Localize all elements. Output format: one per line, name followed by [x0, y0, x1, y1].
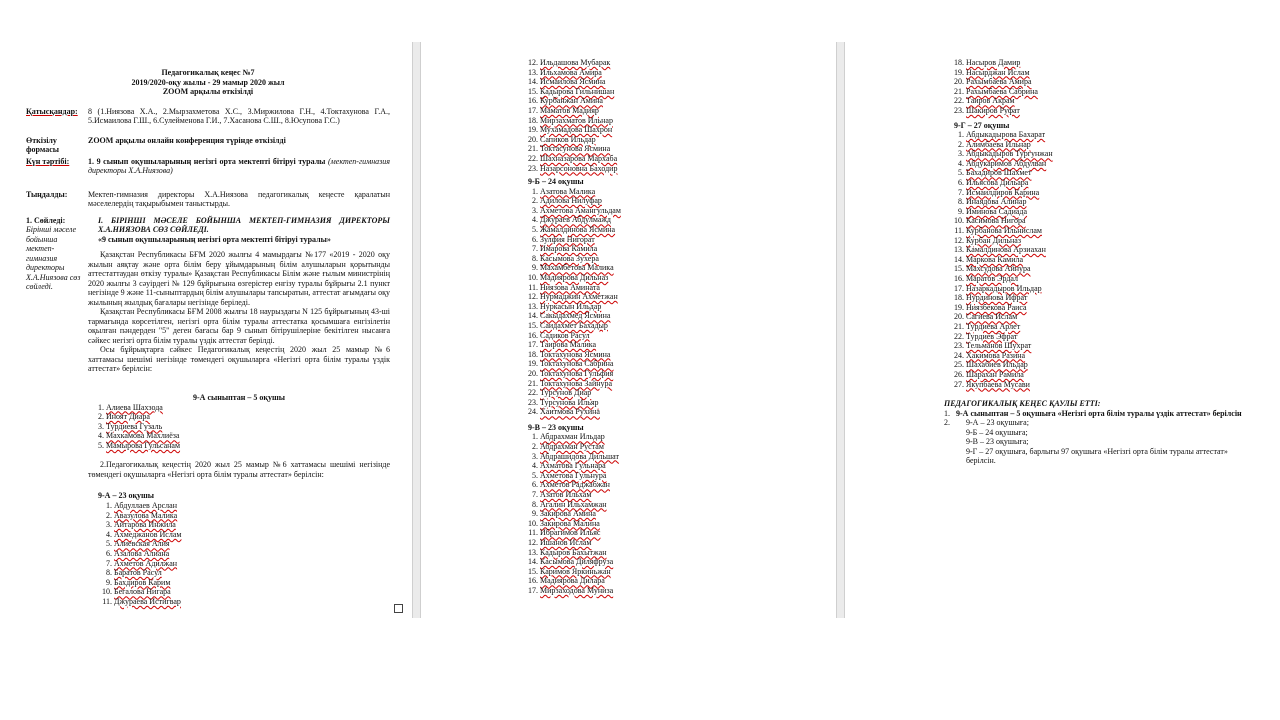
list-item	[540, 77, 818, 87]
student-name: Садиков Расул	[540, 330, 590, 340]
list-item	[540, 548, 818, 558]
student-name: Насыров Дамир	[966, 58, 1021, 67]
student-name: Маматов Мадияр	[540, 105, 599, 115]
student-name: Авазулова Малика	[114, 510, 178, 520]
list-item	[540, 196, 818, 206]
student-name: Бахадиров Шахмет	[966, 168, 1032, 178]
speech-subtitle: «9 сынып оқушыларының негізгі орта мектепті бітіруі туралы»	[98, 234, 331, 244]
list-item	[540, 490, 818, 500]
checkbox-icon[interactable]	[394, 604, 403, 613]
honors-9a-list	[88, 403, 390, 451]
list-item	[540, 58, 818, 68]
list-item	[966, 332, 1244, 342]
student-name: Айтарова Инжила	[114, 520, 176, 530]
list-item	[106, 422, 390, 432]
student-name: Мирзахматов Ильнар	[540, 115, 613, 125]
list-item	[540, 225, 818, 235]
list-item	[114, 578, 390, 588]
list-item	[966, 96, 1244, 106]
speech-label: 1. Сөйледі:	[26, 215, 66, 225]
student-name: Шахназарова Мархаба	[540, 153, 618, 163]
list-item	[540, 215, 818, 225]
list-item	[540, 359, 818, 369]
list-item	[540, 340, 818, 350]
decision-item-1-text: 9-А сыныптан – 5 оқушыға «Негізгі орта білім туралы үздік аттестат» берілсін	[956, 408, 1242, 418]
class-9v-list	[518, 432, 818, 595]
student-name: Шахабиев Ильдар	[966, 360, 1028, 370]
list-item	[114, 549, 390, 559]
class-9a-list	[88, 501, 390, 607]
list-item	[540, 292, 818, 302]
list-item	[966, 106, 1244, 116]
present-label: Қатысқандар:	[26, 106, 78, 116]
decision-number-2: 2.	[944, 418, 950, 428]
list-item	[540, 480, 818, 490]
list-item	[540, 164, 818, 174]
list-item	[114, 587, 390, 597]
student-name: Мадиярова Дильназ	[540, 272, 609, 282]
speech-row	[26, 216, 390, 374]
list-item	[966, 264, 1244, 274]
decision-line: 9-Б – 24 оқушыға;	[966, 427, 1028, 437]
list-item	[966, 159, 1244, 169]
list-item	[966, 68, 1244, 78]
student-name: Токтахунова Зайнура	[540, 378, 613, 388]
list-item	[966, 197, 1244, 207]
student-name: Шакиров Руфат	[966, 105, 1020, 115]
speech-label-wrap	[26, 216, 88, 374]
student-name: Азатова Малика	[540, 186, 596, 196]
student-name: Курбанова Ильнислам	[966, 226, 1042, 235]
paragraph-2: Қазақстан Республикасы БҒМ 2008 жылғы 18 наурыздағы N 125 бұйрығының 43-ші тармағында көрсетілген, негізгі орта білім туралы аттестатка қосымшаға енгізілетін оқылған пәндерден "5" деген бағасы бар 9 сынып бітірушілеріне бекітілген нысанға сәйкес негізгі орта білім туралы үздік аттестат берілді.	[88, 307, 390, 345]
page-separator-1	[412, 42, 421, 618]
list-item	[540, 442, 818, 452]
listened-row	[26, 190, 390, 209]
student-name: Ильдашова Мубарак	[540, 58, 611, 67]
list-item	[540, 407, 818, 417]
student-name: Саидахмет Бахадыр	[540, 320, 608, 330]
student-name: Абдукаримов Абдулван	[966, 158, 1047, 168]
speech-note: Бірінші мәселе бойынша мектеп-гимназия директоры Х.А.Ниязова сөз сөйледі.	[26, 225, 81, 291]
student-name: Ахметова Амангульдам	[540, 205, 621, 215]
decision-line: 9-А – 23 оқушыға;	[966, 418, 1029, 428]
student-name: Ниязбекова Раиса	[966, 302, 1027, 312]
student-name: Рахымбаева Амира	[966, 77, 1032, 87]
list-item	[114, 511, 390, 521]
list-item	[966, 312, 1244, 322]
list-item	[540, 311, 818, 321]
student-name: Зулфия Нигорат	[540, 234, 595, 244]
student-name: Махсудова Айнура	[966, 264, 1031, 274]
student-name: Шарахан Рамила	[966, 369, 1024, 379]
student-name: Хаитмова Рухина	[540, 407, 600, 417]
student-name: Кадыров Бахытжан	[540, 547, 607, 557]
list-item	[966, 274, 1244, 284]
student-name: Сагиева Ислам	[966, 312, 1018, 322]
student-name: Якупбаева Мусави	[966, 379, 1030, 389]
list-item	[114, 530, 390, 540]
student-name: Абдуллаев Арслан	[114, 500, 177, 510]
list-item	[966, 255, 1244, 265]
student-name: Мирзаходова Муниза	[540, 585, 614, 595]
list-item	[540, 302, 818, 312]
list-item	[540, 321, 818, 331]
student-name: Алиева Шахзода	[106, 402, 163, 412]
list-item	[540, 68, 818, 78]
page-2	[518, 58, 818, 595]
student-name: Нуркасын Ильдар	[540, 301, 602, 311]
student-name: Абдыкадыров Тургунжан	[966, 149, 1053, 159]
student-name: Тельманов Шухрат	[966, 341, 1032, 351]
student-name: Турсунова Ильяр	[540, 397, 599, 407]
header-line-2: 2019/2020-оқу жылы - 29 мамыр 2020 жыл	[131, 77, 285, 87]
student-name: Каримов Яркиньжан	[540, 566, 611, 576]
list-item	[966, 87, 1244, 97]
student-name: Камалдинова Арзиахан	[966, 245, 1046, 255]
student-name: Сапиков Ильдар	[540, 134, 596, 144]
list-item	[540, 379, 818, 389]
student-name: Ишанов Ислам	[540, 537, 592, 547]
decision-line: 9-Г – 27 оқушыға, барлығы 97 оқушыға «Негізгі орта білім туралы аттестат» берілсін.	[966, 446, 1228, 466]
list-item	[540, 125, 818, 135]
student-name: Ахметов Адилжан	[114, 558, 178, 568]
list-item	[540, 96, 818, 106]
student-name: Нурдинова Ифрат	[966, 293, 1028, 303]
list-item	[114, 539, 390, 549]
list-item	[540, 254, 818, 264]
student-name: Сакыдахмед Ясмина	[540, 311, 611, 321]
list-item	[966, 236, 1244, 246]
list-item	[540, 586, 818, 596]
class-9v-title: 9-В – 23 оқушы	[528, 422, 584, 432]
list-item	[966, 149, 1244, 159]
list-item	[540, 471, 818, 481]
form-row	[26, 136, 390, 155]
class-9a-list-continued	[518, 58, 818, 173]
student-name: Алимбаева Ильнар	[966, 139, 1031, 149]
list-item	[540, 388, 818, 398]
list-item	[106, 441, 390, 451]
list-item	[540, 135, 818, 145]
list-item	[540, 350, 818, 360]
student-name: Турдиев Эфрат	[966, 331, 1018, 341]
student-name: Токтасунова Ясмина	[540, 144, 611, 154]
list-item	[966, 380, 1244, 390]
list-item	[540, 106, 818, 116]
form-label: Өткізілу формасы	[26, 135, 60, 154]
list-item	[966, 351, 1244, 361]
student-name: Баратов Расул	[114, 568, 162, 578]
list-item	[966, 322, 1244, 332]
list-item	[540, 144, 818, 154]
agenda-value: 1. 9 сынып оқушыларының негізгі орта мектепті бітіруі туралы	[88, 156, 326, 166]
agenda-row	[26, 157, 390, 176]
student-name: Махамбетова Малика	[540, 263, 614, 273]
present-row	[26, 107, 390, 126]
class-9b-title: 9-Б – 24 оқушы	[528, 177, 584, 187]
list-item	[540, 187, 818, 197]
list-item	[540, 567, 818, 577]
student-name: Ильясова Дильара	[966, 178, 1029, 188]
class-9g-list	[944, 130, 1244, 389]
student-name: Назаркадыров Ильдар	[966, 283, 1042, 293]
list-item	[540, 206, 818, 216]
decision-number-1: 1.	[944, 408, 950, 418]
list-item	[966, 77, 1244, 87]
list-item	[966, 188, 1244, 198]
class-9a-title: 9-А – 23 оқушы	[98, 491, 155, 501]
student-name: Таирова Малика	[540, 340, 597, 350]
student-name: Ахмеджанов Ислам	[114, 529, 182, 539]
student-name: Токтахунова Сабрина	[540, 359, 614, 369]
listened-value: Мектеп-гимназия директоры Х.А.Ниязова педагогикалық кеңесте қаралатын мәселелердің тақырыбымен таныстырды.	[88, 189, 390, 208]
student-name: Адилова Нилуфар	[540, 196, 602, 206]
list-item	[540, 331, 818, 341]
student-name: Ахметов Раджабжан	[540, 480, 610, 490]
list-item	[540, 509, 818, 519]
decision-item-2	[944, 418, 1244, 466]
list-item	[540, 116, 818, 126]
student-name: Закирова Амина	[540, 509, 596, 519]
student-name: Рахымбаева Сабрина	[966, 86, 1038, 96]
list-item	[540, 263, 818, 273]
student-name: Касымова Зухера	[540, 253, 599, 263]
student-name: Иноят Диара	[106, 412, 150, 422]
list-item	[540, 557, 818, 567]
list-item	[106, 412, 390, 422]
student-name: Исмаилдиров Карина	[966, 187, 1040, 197]
student-name: Кадырова Гильнишан	[540, 86, 615, 96]
list-item	[966, 245, 1244, 255]
list-item	[540, 244, 818, 254]
class-9b-list	[518, 187, 818, 417]
list-item	[114, 559, 390, 569]
list-item	[114, 501, 390, 511]
list-item	[540, 500, 818, 510]
student-name: Ибрагимов Ильяс	[540, 528, 601, 538]
student-name: Ахматова Гульнара	[540, 461, 606, 471]
page-separator-2	[836, 42, 845, 618]
paragraph-1: Қазақстан Республикасы БҒМ 2020 жылғы 4 мамырдағы №177 «2019 - 2020 оқу жылын аяқтау және орта білім беру ұйымдарының білім алушыларын қорытынды аттестаттаудан өткізу туралы» Қазақстан Республикасы Білім және ғылым министрінің 2020 жылғы 3 сәуірдегі № 129 бұйрығына өзгерістер енгізу туралы бұйрығы 2.1 пункт негізінде 9 және 11-сыныптардың білім алушылары тапсыратын, аттестат ағымдағы оқу жылының жылдық бағалары негізінде беріледі.	[88, 250, 390, 307]
list-item	[966, 284, 1244, 294]
list-item	[966, 370, 1244, 380]
present-value: 8 (1.Ниязова Х.А., 2.Мырзахметова Х.С., 3.Миржилова Г.Н., 4.Токтахунова Г.А., 5.Исмаилова Г.Ш., 6.Сулейменова Г.И., 7.Хасанова С.Ш., 8.Юсупова Г.С.)	[88, 106, 390, 125]
student-name: Джураев Абдулмажд	[540, 215, 611, 225]
student-name: Мухамадова Шахрон	[540, 125, 613, 135]
list-item	[540, 528, 818, 538]
form-value: ZOOM арқылы онлайн конференция түрінде өткізілді	[88, 135, 286, 145]
page-1	[26, 68, 390, 374]
student-name: Касымова Диляфруза	[540, 557, 614, 567]
student-name: Абдрахман Рустам	[540, 441, 604, 451]
student-name: Иминова Садиада	[966, 206, 1028, 216]
list-item	[966, 168, 1244, 178]
student-name: Насырджан Ислам	[966, 67, 1030, 77]
list-item	[106, 403, 390, 413]
student-name: Ильхамова Амира	[540, 67, 602, 77]
list-item	[540, 154, 818, 164]
speech-body	[88, 216, 390, 374]
list-item	[966, 341, 1244, 351]
header-line-3: ZOOM арқылы өткізілді	[162, 87, 254, 96]
student-name: Махкамова Махлиёза	[106, 431, 180, 441]
page-1-lower	[88, 390, 390, 607]
list-item	[966, 303, 1244, 313]
student-name: Маратов Эрдал	[966, 273, 1019, 283]
student-name: Таиров Акрам	[966, 96, 1015, 106]
list-item	[540, 432, 818, 442]
student-name: Турсунов Диар	[540, 388, 592, 398]
list-item	[540, 398, 818, 408]
student-name: Курбанжан Амина	[540, 96, 603, 106]
honors-9a-title: 9-А сыныптан – 5 оқушы	[193, 393, 285, 402]
listened-label: Тыңдалды:	[26, 189, 68, 199]
header-line-1: Педагогикалық кеңес №7	[161, 68, 255, 77]
student-name: Токтахунова Гульфия	[540, 368, 614, 378]
student-name: Абдыкадырова Бахарат	[966, 130, 1046, 140]
student-name: Хакимова Разина	[966, 350, 1026, 360]
student-name: Маркова Камила	[966, 254, 1024, 264]
student-name: Абдрахман Ильдар	[540, 432, 605, 442]
agenda-value-wrap	[88, 157, 390, 176]
list-item	[540, 576, 818, 586]
student-name: Закирова Малина	[540, 518, 600, 528]
student-name: Агалин Ильхамжан	[540, 499, 607, 509]
decision-item-1	[944, 409, 1244, 419]
list-item	[106, 431, 390, 441]
list-item	[540, 369, 818, 379]
student-name: Азалова Алиана	[114, 548, 170, 558]
list-item	[540, 519, 818, 529]
list-item	[114, 597, 390, 607]
student-name: Инаядова Алинар	[966, 197, 1027, 207]
list-item	[114, 568, 390, 578]
list-item	[966, 58, 1244, 68]
list-item	[966, 293, 1244, 303]
student-name: Курбан Дильназ	[966, 235, 1022, 245]
list-item	[540, 283, 818, 293]
student-name: Джураева Истигвар	[114, 596, 181, 606]
page-3	[944, 58, 1244, 466]
agenda-label: Күн тәртібі:	[26, 156, 70, 166]
student-name: Исмаилова Ясмина	[540, 77, 606, 87]
list-item	[540, 461, 818, 471]
student-name: Назарсоновна Баходир	[540, 163, 618, 173]
student-name: Абдрашидова Дильшат	[540, 451, 619, 461]
list-item	[966, 216, 1244, 226]
student-name: Токтахунова Ясмина	[540, 349, 611, 359]
list-item	[114, 520, 390, 530]
list-item	[966, 130, 1244, 140]
paragraph-4: 2.Педагогикалық кеңестің 2020 жыл 25 мамыр №6 хаттамасы шешімі негізінде төмендегі оқушыларға «Негізгі орта білім туралы аттестат» берілсін:	[88, 460, 390, 479]
agenda-note: (мектеп-гимназия директоры Х.А.Ниязова)	[88, 156, 390, 175]
class-9v-list-continued	[944, 58, 1244, 116]
speech-title: І. БІРІНШІ МӘСЕЛЕ БОЙЫНША МЕКТЕП-ГИМНАЗИЯ ДИРЕКТОРЫ Х.А.НИЯЗОВА СӨЗ СӨЙЛЕДІ.	[98, 215, 390, 234]
student-name: Бегалова Нигара	[114, 587, 171, 597]
student-name: Ниязова Амината	[540, 282, 600, 292]
student-name: Мамырова Гульсанам	[106, 440, 181, 450]
list-item	[540, 235, 818, 245]
list-item	[966, 226, 1244, 236]
student-name: Нурмаджин Ахметжан	[540, 292, 618, 302]
student-name: Мадиярова Дилара	[540, 576, 605, 586]
student-name: Азатов Ильхам	[540, 489, 592, 499]
class-9g-title: 9-Г – 27 оқушы	[954, 120, 1010, 130]
list-item	[966, 140, 1244, 150]
list-item	[540, 538, 818, 548]
student-name: Бахдиров Карим	[114, 577, 171, 587]
decision-line: 9-В – 23 оқушыға;	[966, 437, 1029, 447]
list-item	[540, 273, 818, 283]
paragraph-3: Осы бұйрықтарға сәйкес Педагогикалық кеңестің 2020 жыл 25 мамыр №6 хаттамасы шешімі негізінде төмендегі оқушыларға «Негізгі орта білім туралы үздік аттестат» берілсін:	[88, 345, 390, 373]
student-name: Турдиева Гузаль	[106, 421, 163, 431]
list-item	[966, 178, 1244, 188]
student-name: Ахметова Гульнура	[540, 470, 607, 480]
student-name: Турдиева Арлет	[966, 321, 1021, 331]
decision-title: ПЕДАГОГИКАЛЫҚ КЕҢЕС ҚАУЛЫ ЕТТІ:	[944, 399, 1101, 409]
decision-item-2-lines	[966, 418, 1244, 466]
list-item	[540, 87, 818, 97]
list-item	[966, 360, 1244, 370]
list-item	[966, 207, 1244, 217]
student-name: Жамалдинова Ясмина	[540, 225, 616, 234]
list-item	[540, 452, 818, 462]
student-name: Алиевская Алия	[114, 539, 170, 549]
student-name: Имарова Камила	[540, 244, 598, 254]
student-name: Касимова Нигора	[966, 216, 1026, 226]
